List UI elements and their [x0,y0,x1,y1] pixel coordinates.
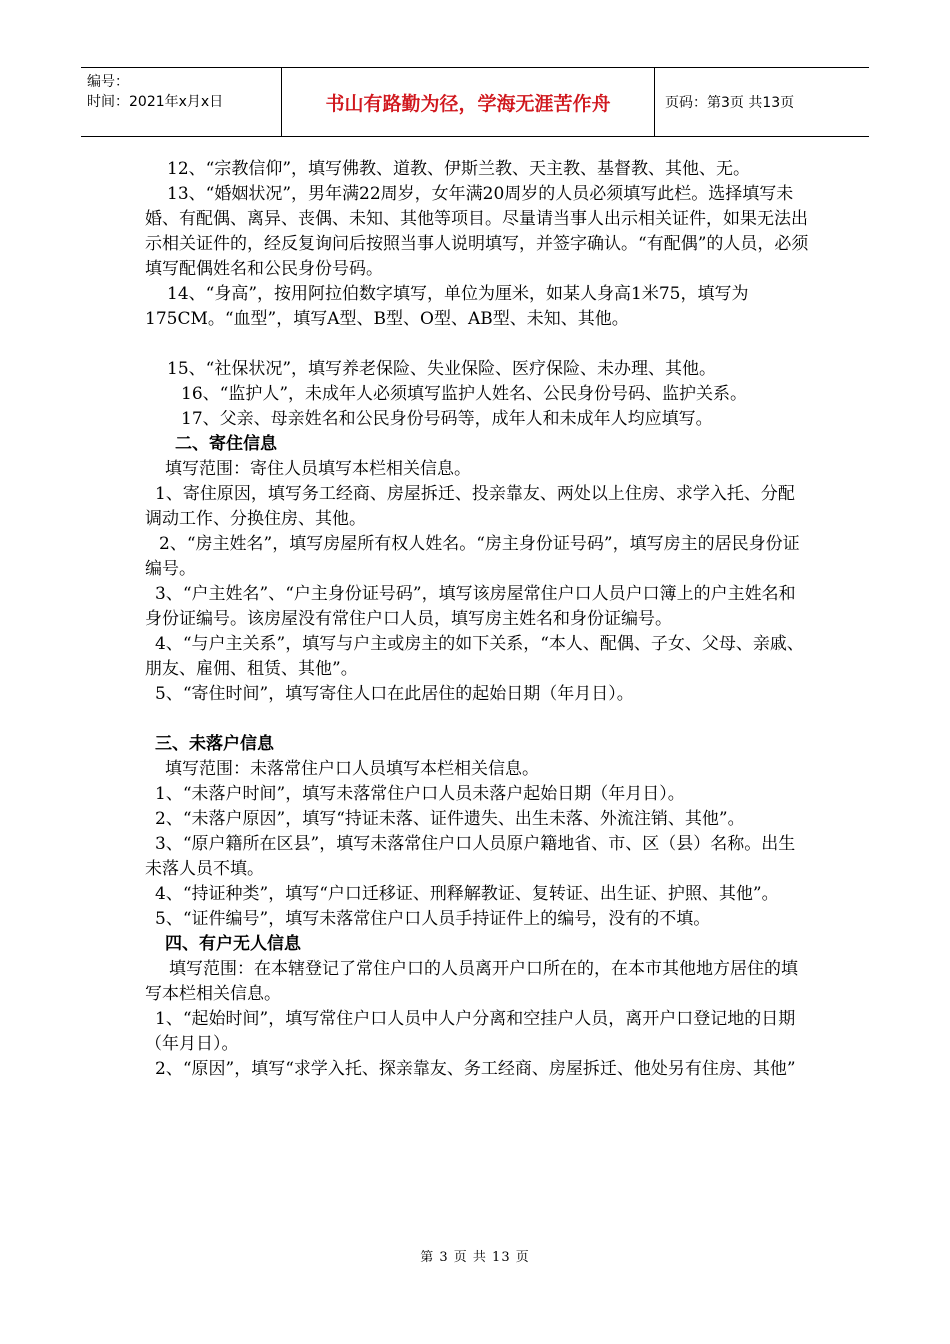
section-2-item-4: 4、“与户主关系”，填写与户主或房主的如下关系，“本人、配偶、子女、父母、亲戚、朋友、雇佣、租赁、其他”。 [145,634,804,679]
section-3-item-2: 2、“未落户原因”，填写“持证未落、证件遗失、出生未落、外流注销、其他”。 [155,809,745,829]
header-page-code: 页码：第3页 共13页 [665,95,795,111]
section-3-scope: 填写范围：未落常住户口人员填写本栏相关信息。 [165,759,539,779]
section-title-4: 四、有户无人信息 [165,934,301,954]
section-2-item-5: 5、“寄住时间”，填写寄住人口在此居住的起始日期（年月日）。 [155,684,634,704]
header-motto: 书山有路勤为径，学海无涯苦作舟 [281,68,655,136]
paragraph-13: 13、“婚姻状况”，男年满22周岁，女年满20周岁的人员必须填写此栏。选择填写未婚、有配偶、离异、丧偶、未知、其他等项目。尽量请当事人出示相关证件，如果无法出示相关证件的，经反复询问后按照当事人说明填写，并签字确认。“有配偶”的人员，必须填写配偶姓名和公民身份号码。 [145,184,809,279]
section-3-item-5: 5、“证件编号”，填写未落常住户口人员手持证件上的编号，没有的不填。 [155,909,711,929]
document-body [145,157,810,1082]
section-2-item-1: 1、寄住原因，填写务工经商、房屋拆迁、投亲靠友、两处以上住房、求学入托、分配调动工作、分换住房、其他。 [145,484,795,529]
header-meta [81,68,281,136]
section-4-item-1: 1、“起始时间”，填写常住户口人员中人户分离和空挂户人员，离开户口登记地的日期（年月日）。 [145,1009,796,1054]
paragraph-14: 14、“身高”，按用阿拉伯数字填写，单位为厘米，如某人身高1米75，填写为175CM。“血型”，填写A型、B型、O型、AB型、未知、其他。 [145,284,749,329]
section-3-item-3: 3、“原户籍所在区县”，填写未落常住户口人员原户籍地省、市、区（县）名称。出生未落人员不填。 [145,834,796,879]
section-title-2: 二、寄住信息 [175,434,277,454]
paragraph-15: 15、“社保状况”，填写养老保险、失业保险、医疗保险、未办理、其他。 [167,359,717,379]
page-header [81,67,869,137]
section-3-item-4: 4、“持证种类”，填写“户口迁移证、刑释解教证、复转证、出生证、护照、其他”。 [155,884,779,904]
section-3-item-1: 1、“未落户时间”，填写未落常住户口人员未落户起始日期（年月日）。 [155,784,685,804]
section-2-item-2: 2、“房主姓名”，填写房屋所有权人姓名。“房主身份证号码”，填写房主的居民身份证编号。 [145,534,800,579]
spacer [145,332,810,357]
section-2-item-3: 3、“户主姓名”、“户主身份证号码”，填写该房屋常住户口人员户口簿上的户主姓名和身份证编号。该房屋没有常住户口人员，填写房主姓名和身份证编号。 [145,584,796,629]
section-title-3: 三、未落户信息 [155,734,274,754]
spacer [145,707,810,732]
section-4-scope: 填写范围：在本辖登记了常住户口的人员离开户口所在的，在本市其他地方居住的填写本栏相关信息。 [145,959,798,1004]
page-footer: 第 3 页 共 13 页 [420,1250,530,1265]
paragraph-17: 17、父亲、母亲姓名和公民身份号码等，成年人和未成年人均应填写。 [181,409,713,429]
section-2-scope: 填写范围：寄住人员填写本栏相关信息。 [165,459,471,479]
paragraph-16: 16、“监护人”，未成年人必须填写监护人姓名、公民身份号码、监护关系。 [181,384,748,404]
document-date: 时间：2021年x月x日 [87,94,224,110]
paragraph-12: 12、“宗教信仰”，填写佛教、道教、伊斯兰教、天主教、基督教、其他、无。 [167,159,751,179]
document-number: 编号： [87,74,129,90]
section-4-item-2: 2、“原因”，填写“求学入托、探亲靠友、务工经商、房屋拆迁、他处另有住房、其他” [155,1059,796,1079]
